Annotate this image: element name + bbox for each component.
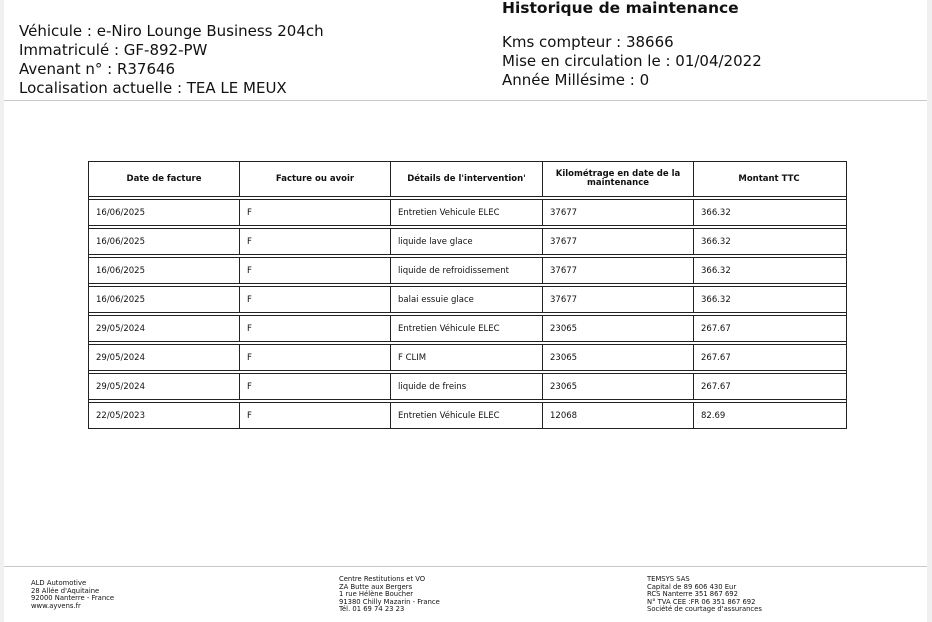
table-row — [89, 316, 846, 342]
footer-line: ALD Automotive — [31, 579, 87, 587]
cell-mileage: 37677 — [543, 258, 694, 283]
cell-mileage: 37677 — [543, 229, 694, 254]
header-amount: Montant TTC — [738, 173, 800, 184]
footer-line: ZA Butte aux Bergers — [339, 582, 413, 591]
vehicle-location: Localisation actuelle : TEA LE MEUX — [19, 79, 287, 97]
table-row — [89, 345, 846, 371]
maintenance-table — [88, 161, 847, 429]
footer-returns-center — [339, 576, 440, 614]
cell-details: Entretien Vehicule ELEC — [391, 200, 543, 225]
cell-type: F — [240, 403, 391, 428]
cell-mileage: 37677 — [543, 287, 694, 312]
footer-line: 28 Allée d'Aquitaine — [31, 586, 100, 595]
cell-details: Entretien Véhicule ELEC — [391, 403, 543, 428]
cell-date: 29/05/2024 — [89, 345, 240, 370]
footer-line: Tél. 01 69 74 23 23 — [339, 605, 405, 614]
cell-amount: 366.32 — [701, 207, 731, 218]
table-row — [89, 258, 846, 284]
cell-amount: 366.32 — [701, 236, 731, 247]
footer-line: N° TVA CEE :FR 06 351 867 692 — [647, 597, 756, 606]
footer-line: 1 rue Hélène Boucher — [339, 590, 414, 599]
cell-type: F — [240, 200, 391, 225]
cell-date: 22/05/2023 — [89, 403, 240, 428]
cell-details: liquide lave glace — [391, 229, 543, 254]
cell-amount: 366.32 — [701, 294, 731, 305]
maintenance-title: Historique de maintenance — [502, 0, 739, 17]
footer-divider — [4, 566, 927, 567]
cell-type: F — [240, 229, 391, 254]
cell-details: Entretien Véhicule ELEC — [391, 316, 543, 341]
header-invoice-date: Date de facture — [89, 162, 240, 196]
header-divider — [4, 100, 927, 101]
cell-type: F — [240, 258, 391, 283]
first-registration: Mise en circulation le : 01/04/2022 — [502, 52, 762, 70]
cell-details: liquide de freins — [391, 374, 543, 399]
table-header-row — [89, 162, 846, 197]
footer-company — [31, 580, 114, 610]
cell-type: F — [240, 374, 391, 399]
footer-line: Centre Restitutions et VO — [339, 575, 426, 583]
vehicle-amendment: Avenant n° : R37646 — [19, 60, 176, 78]
cell-date: 16/06/2025 — [89, 200, 240, 225]
cell-amount: 82.69 — [701, 410, 726, 421]
table-row — [89, 403, 846, 428]
header-intervention-details: Détails de l'intervention' — [391, 162, 543, 196]
footer-line: RCS Nanterre 351 867 692 — [647, 590, 738, 599]
header-invoice-type: Facture ou avoir — [240, 162, 391, 196]
table-row — [89, 229, 846, 255]
table-row — [89, 287, 846, 313]
table-row — [89, 374, 846, 400]
cell-amount: 267.67 — [701, 323, 731, 334]
cell-date: 29/05/2024 — [89, 316, 240, 341]
cell-amount: 267.67 — [701, 352, 731, 363]
odometer: Kms compteur : 38666 — [502, 33, 674, 51]
cell-mileage: 23065 — [543, 316, 694, 341]
footer-legal — [647, 576, 762, 614]
header-mileage: Kilométrage en date de la maintenance — [543, 162, 694, 196]
footer-line: TEMSYS SAS — [647, 575, 690, 583]
cell-type: F — [240, 345, 391, 370]
model-year: Année Millésime : 0 — [502, 71, 650, 89]
cell-mileage: 12068 — [543, 403, 694, 428]
document-page — [4, 0, 927, 622]
cell-mileage: 23065 — [543, 374, 694, 399]
cell-amount: 267.67 — [701, 381, 731, 392]
cell-details: liquide de refroidissement — [391, 258, 543, 283]
footer-line: www.ayvens.fr — [31, 601, 81, 610]
vehicle-model: Véhicule : e-Niro Lounge Business 204ch — [19, 22, 324, 40]
vehicle-info — [19, 22, 324, 98]
cell-mileage: 23065 — [543, 345, 694, 370]
cell-type: F — [240, 316, 391, 341]
footer-line: Société de courtage d'assurances — [647, 605, 762, 614]
cell-details: F CLIM — [391, 345, 543, 370]
table-row — [89, 200, 846, 226]
cell-amount: 366.32 — [701, 265, 731, 276]
footer-line: 92000 Nanterre - France — [31, 594, 115, 603]
vehicle-plate: Immatriculé : GF-892-PW — [19, 41, 208, 59]
cell-type: F — [240, 287, 391, 312]
footer-line: Capital de 89 606 430 Eur — [647, 582, 737, 591]
cell-date: 29/05/2024 — [89, 374, 240, 399]
cell-date: 16/06/2025 — [89, 287, 240, 312]
maintenance-info — [502, 33, 762, 90]
footer-line: 91380 Chilly Mazarin - France — [339, 597, 440, 606]
cell-mileage: 37677 — [543, 200, 694, 225]
cell-date: 16/06/2025 — [89, 258, 240, 283]
cell-details: balai essuie glace — [391, 287, 543, 312]
cell-date: 16/06/2025 — [89, 229, 240, 254]
